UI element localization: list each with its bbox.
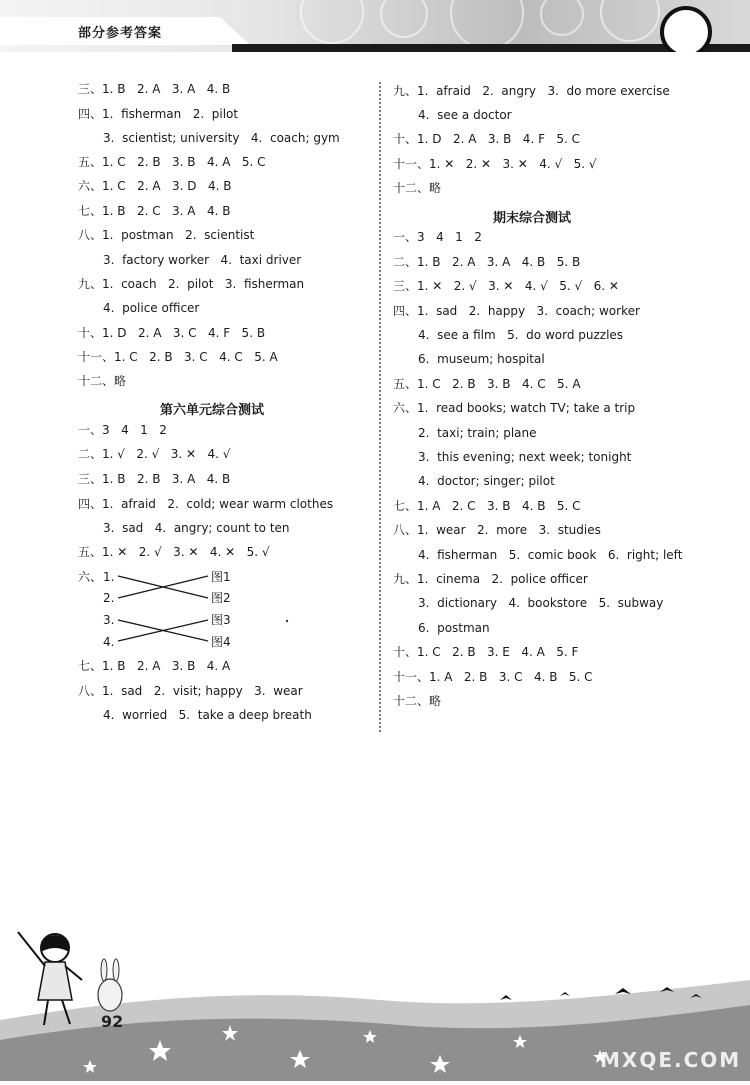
answer-line: 十二、略	[393, 181, 442, 195]
answer-line: 三、1. ✕ 2. √ 3. ✕ 4. √ 5. √ 6. ✕	[393, 279, 619, 293]
answer-line: 三、1. B 2. A 3. A 4. B	[78, 82, 231, 96]
answer-line: 2. taxi; train; plane	[418, 426, 537, 440]
matching-number: 3.	[103, 613, 115, 627]
rabbit-icon	[98, 959, 122, 1011]
answer-line: 三、1. B 2. B 3. A 4. B	[78, 472, 231, 486]
answer-line: 六、1. C 2. A 3. D 4. B	[78, 179, 232, 193]
matching-number: 4.	[103, 635, 115, 649]
answer-line: 十一、1. ✕ 2. ✕ 3. ✕ 4. √ 5. √	[393, 157, 597, 171]
answer-line: 6. postman	[418, 621, 490, 635]
answer-line: 九、1. afraid 2. angry 3. do more exercise	[393, 84, 670, 98]
answer-line: 二、1. B 2. A 3. A 4. B 5. B	[393, 255, 581, 269]
answer-line: 七、1. B 2. A 3. B 4. A	[78, 659, 231, 673]
answer-line: 十二、略	[393, 694, 442, 708]
answer-line: 八、1. wear 2. more 3. studies	[393, 523, 601, 537]
answer-line: 十一、1. C 2. B 3. C 4. C 5. A	[78, 350, 278, 364]
answer-line: 3. sad 4. angry; count to ten	[103, 521, 290, 535]
stray-dot	[286, 620, 288, 622]
answer-line: 十一、1. A 2. B 3. C 4. B 5. C	[393, 670, 593, 684]
answer-line: 一、3 4 1 2	[393, 230, 482, 244]
answer-line: 二、1. √ 2. √ 3. ✕ 4. √	[78, 447, 231, 461]
answer-line: 4. doctor; singer; pilot	[418, 474, 555, 488]
answer-line: 4. worried 5. take a deep breath	[103, 708, 312, 722]
answer-line: 四、1. afraid 2. cold; wear warm clothes	[78, 497, 334, 511]
answer-line: 4. police officer	[103, 301, 200, 315]
answer-line: 八、1. sad 2. visit; happy 3. wear	[78, 684, 303, 698]
answer-line: 八、1. postman 2. scientist	[78, 228, 255, 242]
page-number: 92	[101, 1012, 124, 1031]
answer-line: 九、1. cinema 2. police officer	[393, 572, 588, 586]
answer-line: 3. dictionary 4. bookstore 5. subway	[418, 596, 664, 610]
section-heading: 期末综合测试	[493, 211, 572, 226]
matching-picture-label: 图1	[211, 570, 231, 584]
matching-number: 2.	[103, 591, 115, 605]
header-title: 部分参考答案	[78, 26, 163, 41]
answer-line: 七、1. B 2. C 3. A 4. B	[78, 204, 231, 218]
answer-line: 一、3 4 1 2	[78, 423, 167, 437]
answer-line: 七、1. A 2. C 3. B 4. B 5. C	[393, 499, 581, 513]
matching-label: 六、	[78, 570, 103, 584]
answer-line: 四、1. fisherman 2. pilot	[78, 107, 239, 121]
answer-line: 十、1. C 2. B 3. E 4. A 5. F	[393, 645, 579, 659]
answer-line: 五、1. C 2. B 3. B 4. A 5. C	[78, 155, 266, 169]
matching-picture-label: 图3	[211, 613, 231, 627]
answer-line: 3. factory worker 4. taxi driver	[103, 253, 302, 267]
answer-line: 6. museum; hospital	[418, 352, 545, 366]
answer-line: 3. this evening; next week; tonight	[418, 450, 632, 464]
answer-line: 六、1. read books; watch TV; take a trip	[393, 401, 636, 415]
answer-line: 十、1. D 2. A 3. B 4. F 5. C	[393, 132, 581, 146]
answer-line: 五、1. ✕ 2. √ 3. ✕ 4. ✕ 5. √	[78, 545, 270, 559]
watermark: MXQE.COM	[600, 1048, 742, 1072]
answer-line: 十、1. D 2. A 3. C 4. F 5. B	[78, 326, 266, 340]
matching-picture-label: 图4	[211, 635, 231, 649]
answer-line: 九、1. coach 2. pilot 3. fisherman	[78, 277, 305, 291]
answer-line: 3. scientist; university 4. coach; gym	[103, 131, 340, 145]
answer-line: 五、1. C 2. B 3. B 4. C 5. A	[393, 377, 581, 391]
answer-line: 4. see a doctor	[418, 108, 512, 122]
section-heading: 第六单元综合测试	[160, 403, 265, 418]
answer-line: 四、1. sad 2. happy 3. coach; worker	[393, 304, 640, 318]
matching-number: 1.	[103, 570, 115, 584]
matching-picture-label: 图2	[211, 591, 231, 605]
answer-line: 十二、略	[78, 374, 127, 388]
answer-line: 4. see a film 5. do word puzzles	[418, 328, 624, 342]
answer-line: 4. fisherman 5. comic book 6. right; left	[418, 548, 683, 562]
